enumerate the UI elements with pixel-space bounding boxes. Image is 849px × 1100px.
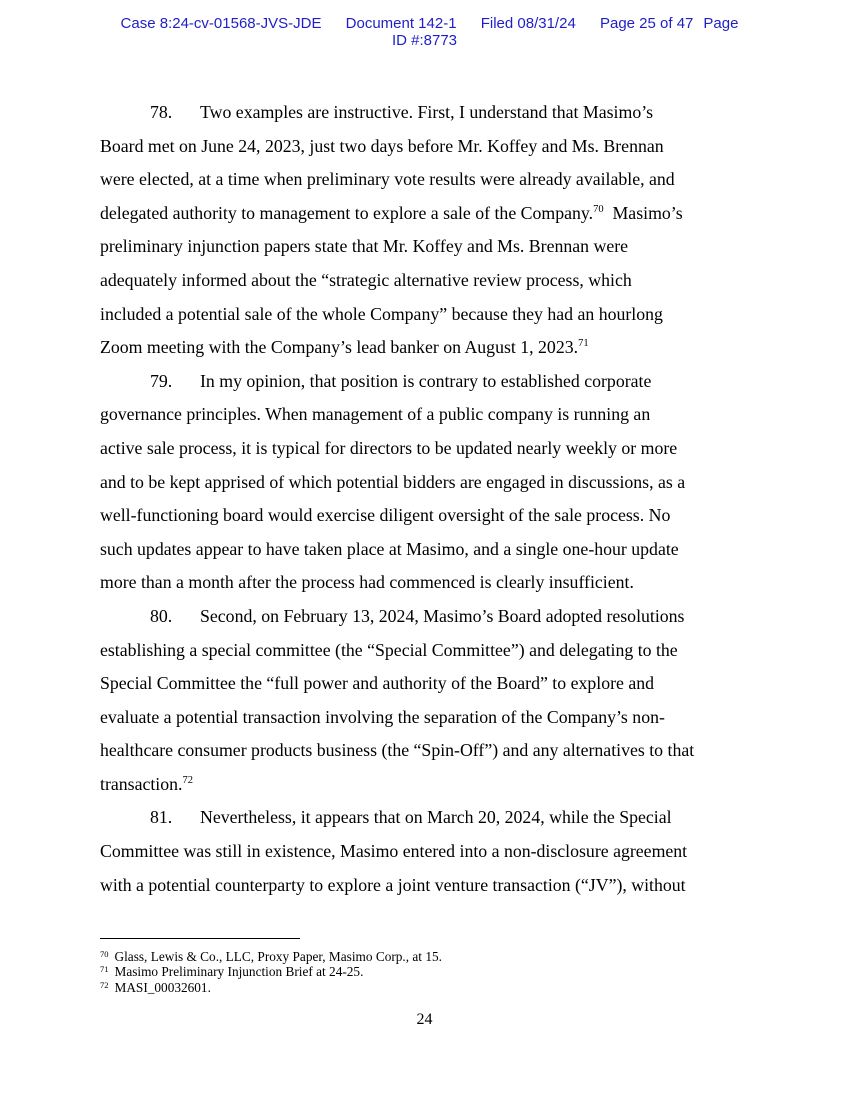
paragraph-number: 80.	[150, 605, 173, 626]
text-line: preliminary injunction papers state that Mr. Koffey and Ms. Brennan were	[100, 236, 629, 257]
footnote-70: $^{70}$ Glass, Lewis & Co., LLC, Proxy Paper, Masimo Corp., at 15.	[100, 949, 442, 964]
paragraph-number: 81.	[150, 807, 173, 828]
text-line: Committee was still in existence, Masimo entered into a non-disclosure agreement	[100, 841, 688, 862]
paragraph-81	[100, 801, 760, 902]
text-line: and to be kept apprised of which potential bidders are engaged in discussions, as a	[100, 471, 686, 492]
page-count: Page 25 of 47	[599, 15, 694, 32]
paragraph-number: 78.	[150, 102, 173, 122]
document-number: Document 142-1	[345, 15, 457, 32]
footnote-72: $^{72}$ MASI_00032601.	[100, 979, 211, 995]
text-line: evaluate a potential transaction involving the separation of the Company’s non-	[100, 706, 665, 727]
text-line: adequately informed about the “strategic alternative review process, which	[100, 269, 632, 290]
text-line: were elected, at a time when preliminary vote results were already available, and	[100, 169, 675, 190]
text-line: Board met on June 24, 2023, just two days before Mr. Koffey and Ms. Brennan	[100, 135, 664, 156]
text-line: governance principles. When management of a public company is running an	[100, 404, 651, 425]
footnote-separator	[100, 938, 300, 939]
footnote-ref-70[interactable]: 70	[593, 203, 604, 215]
paragraph-number: 79.	[150, 370, 173, 391]
header-line-1	[0, 15, 849, 32]
paragraph-78	[100, 96, 760, 365]
text-line: such updates appear to have taken place at Masimo, and a single one-hour update	[100, 538, 679, 559]
text-line: delegated authority to management to explore a sale of the Company.$^{70}$ Masimo’s	[100, 202, 683, 223]
paragraph-80	[100, 600, 760, 802]
page-label: Page	[703, 15, 739, 32]
document-id: ID #:8773	[391, 32, 458, 49]
text-line: well-functioning board would exercise diligent oversight of the sale process. No	[100, 505, 671, 526]
paragraph-first-line: 80. Second, on February 13, 2024, Masimo’s Board adopted resolutions	[100, 600, 760, 634]
paragraph-first-line: 81. Nevertheless, it appears that on March 20, 2024, while the Special	[100, 801, 760, 835]
paragraph-79	[100, 365, 760, 600]
text-line: more than a month after the process had commenced is clearly insufficient.	[100, 572, 634, 593]
text-line: healthcare consumer products business (the “Spin-Off”) and any alternatives to that	[100, 740, 695, 761]
page-number: 24	[416, 1011, 433, 1028]
text-line: included a potential sale of the whole Company” because they had an hourlong	[100, 303, 663, 324]
filed-date: Filed 08/31/24	[480, 15, 576, 32]
case-header	[0, 15, 849, 49]
paragraph-first-line: 78. Two examples are instructive. First, I understand that Masimo’s	[100, 96, 760, 130]
case-number: Case 8:24-cv-01568-JVS-JDE	[120, 15, 322, 32]
footnote-ref-72[interactable]: 72	[182, 774, 193, 786]
footnote-71: $^{71}$ Masimo Preliminary Injunction Brief at 24-25.	[100, 964, 364, 980]
body-text	[100, 96, 760, 902]
paragraph-first-line: 79. In my opinion, that position is contrary to established corporate	[100, 365, 760, 399]
text-line: Zoom meeting with the Company’s lead banker on August 1, 2023.71	[100, 337, 589, 358]
footnotes	[100, 949, 760, 995]
text-line: active sale process, it is typical for directors to be updated nearly weekly or more	[100, 437, 678, 458]
text-line: transaction.$^{72}$	[100, 773, 193, 794]
footnote-ref-71[interactable]: 71	[578, 338, 589, 350]
text-line: establishing a special committee (the “Special Committee”) and delegating to the	[100, 639, 678, 660]
text-line: Special Committee the “full power and authority of the Board” to explore and	[100, 673, 655, 694]
text-line: with a potential counterparty to explore a joint venture transaction (“JV”), without	[100, 874, 686, 895]
